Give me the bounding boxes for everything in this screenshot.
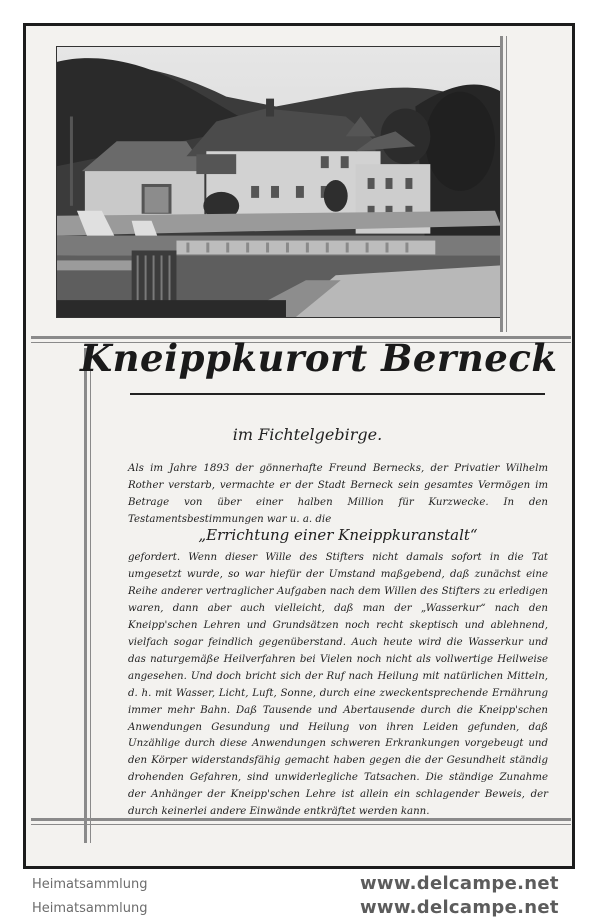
page-subtitle: im Fichtelgebirge. bbox=[232, 425, 383, 444]
watermark-left: Heimatsammlung bbox=[32, 877, 148, 892]
frame-rule bbox=[500, 36, 503, 332]
kurhaus-photograph bbox=[57, 47, 501, 317]
watermark-right: www.delcampe.net bbox=[360, 873, 559, 894]
intro-paragraph: Als im Jahre 1893 der gönnerhafte Freund Bernecks, der Privatier Wilhelm Rother verstarb, vermachte er der Stadt Berneck sein gesamtes Vermögen im Betrage von über einer halben Million für Kurzwecke. In den Testamentsbestimmungen war u. a. die bbox=[128, 463, 548, 525]
building-photo bbox=[56, 46, 502, 318]
watermark-right: www.delcampe.net bbox=[360, 897, 559, 918]
quoted-heading: „Errichtung einer Kneippkuranstalt“ bbox=[198, 526, 478, 544]
page-title: Kneippkurort Berneck bbox=[80, 336, 558, 380]
frame-rule bbox=[31, 824, 571, 825]
frame-rule bbox=[506, 36, 507, 332]
frame-rule bbox=[84, 348, 87, 843]
main-paragraph: gefordert. Wenn dieser Wille des Stifters nicht damals sofort in die Tat umgesetzt wurde, so war hiefür der Umstand maßgebend, daß zunächst eine Reihe anderer vertraglicher Aufgaben nach dem Willen des Stifters zu erledigen waren, dann aber auch vielleicht, daß man der „Wasserkur“ nach den Kneipp'schen Lehren und Grundsätzen noch recht skeptisch und ablehnend, vielfach sogar feindlich gegenüberstand. Auch heute wird die Wasserkur und das naturgemäße Heilverfahren bei Vielen noch nicht als vollwertige Heilweise angesehen. Und doch bricht sich der Ruf nach Heilung mit natürlichen Mitteln, d. h. mit Wasser, Licht, Luft, Sonne, durch eine zweckentsprechende Ernährung immer mehr Bahn. Daß Tausende und Abertausende durch die Kneipp'schen Anwendungen Gesundung und Heilung von ihren Leiden gefunden, daß Unzählige durch diese Anwendungen schweren Erkrankungen vorgebeugt und den Körper widerstandsfähig gemacht haben gegen die der Gesundheit ständig drohenden Gefahren, sind unwiderlegliche Tatsachen. Die ständige Zunahme der Anhänger der Kneipp'schen Lehre ist allein ein schlagender Beweis, der durch keinerlei andere Einwände entkräftet werden kann. bbox=[128, 552, 548, 818]
watermark-left: Heimatsammlung bbox=[32, 901, 148, 916]
watermark-footer bbox=[0, 870, 600, 920]
frame-rule bbox=[90, 348, 91, 843]
title-underline bbox=[130, 393, 545, 395]
